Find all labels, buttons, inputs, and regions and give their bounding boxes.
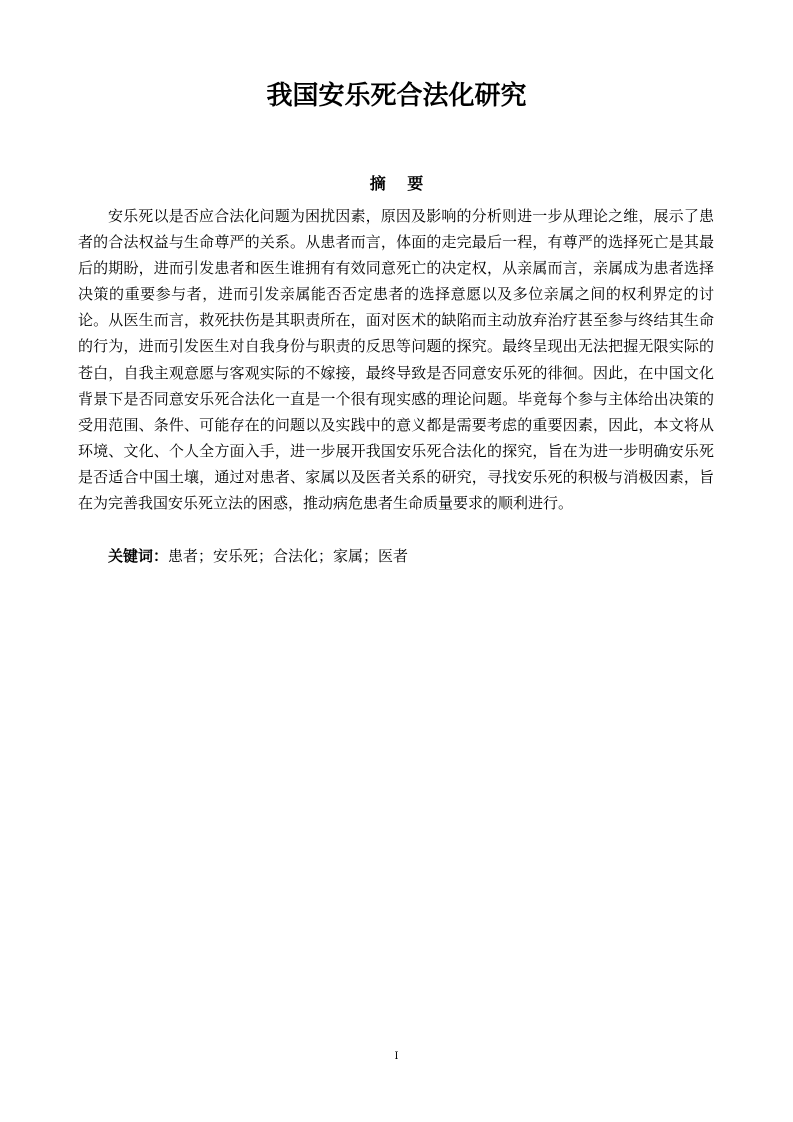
abstract-paragraph: 安乐死以是否应合法化问题为困扰因素，原因及影响的分析则进一步从理论之维，展示了患者的合法权益与生命尊严的关系。从患者而言，体面的走完最后一程，有尊严的选择死亡是其最后的期盼，进而引发患者和医生谁拥有有效同意死亡的决定权，从亲属而言，亲属成为患者选择决策的重要参与者，进而引发亲属能否否定患者的选择意愿以及多位亲属之间的权利界定的讨论。从医生而言，救死扶伤是其职责所在，面对医术的缺陷而主动放弃治疗甚至参与终结其生命的行为，进而引发医生对自我身份与职责的反思等问题的探究。最终呈现出无法把握无限实际的苍白，自我主观意愿与客观实际的不嫁接，最终导致是否同意安乐死的徘徊。因此，在中国文化背景下是否同意安乐死合法化一直是一个很有现实感的理论问题。毕竟每个参与主体给出决策的受用范围、条件、可能存在的问题以及实践中的意义都是需要考虑的重要因素，因此，本文将从环境、文化、个人全方面入手，进一步展开我国安乐死合法化的探究，旨在为进一步明确安乐死是否适合中国土壤，通过对患者、家属以及医者关系的研究，寻找安乐死的积极与消极因素，旨在为完善我国安乐死立法的困惑，推动病危患者生命质量要求的顺利进行。 [78,207,714,513]
document-title: 我国安乐死合法化研究 [266,81,527,111]
keywords-value: 患者；安乐死；合法化；家属；医者 [168,547,409,565]
keywords-line [78,543,714,569]
page-number: I [394,1051,399,1062]
keywords-label: 关键词： [108,547,169,565]
abstract-heading: 摘 要 [369,174,432,193]
